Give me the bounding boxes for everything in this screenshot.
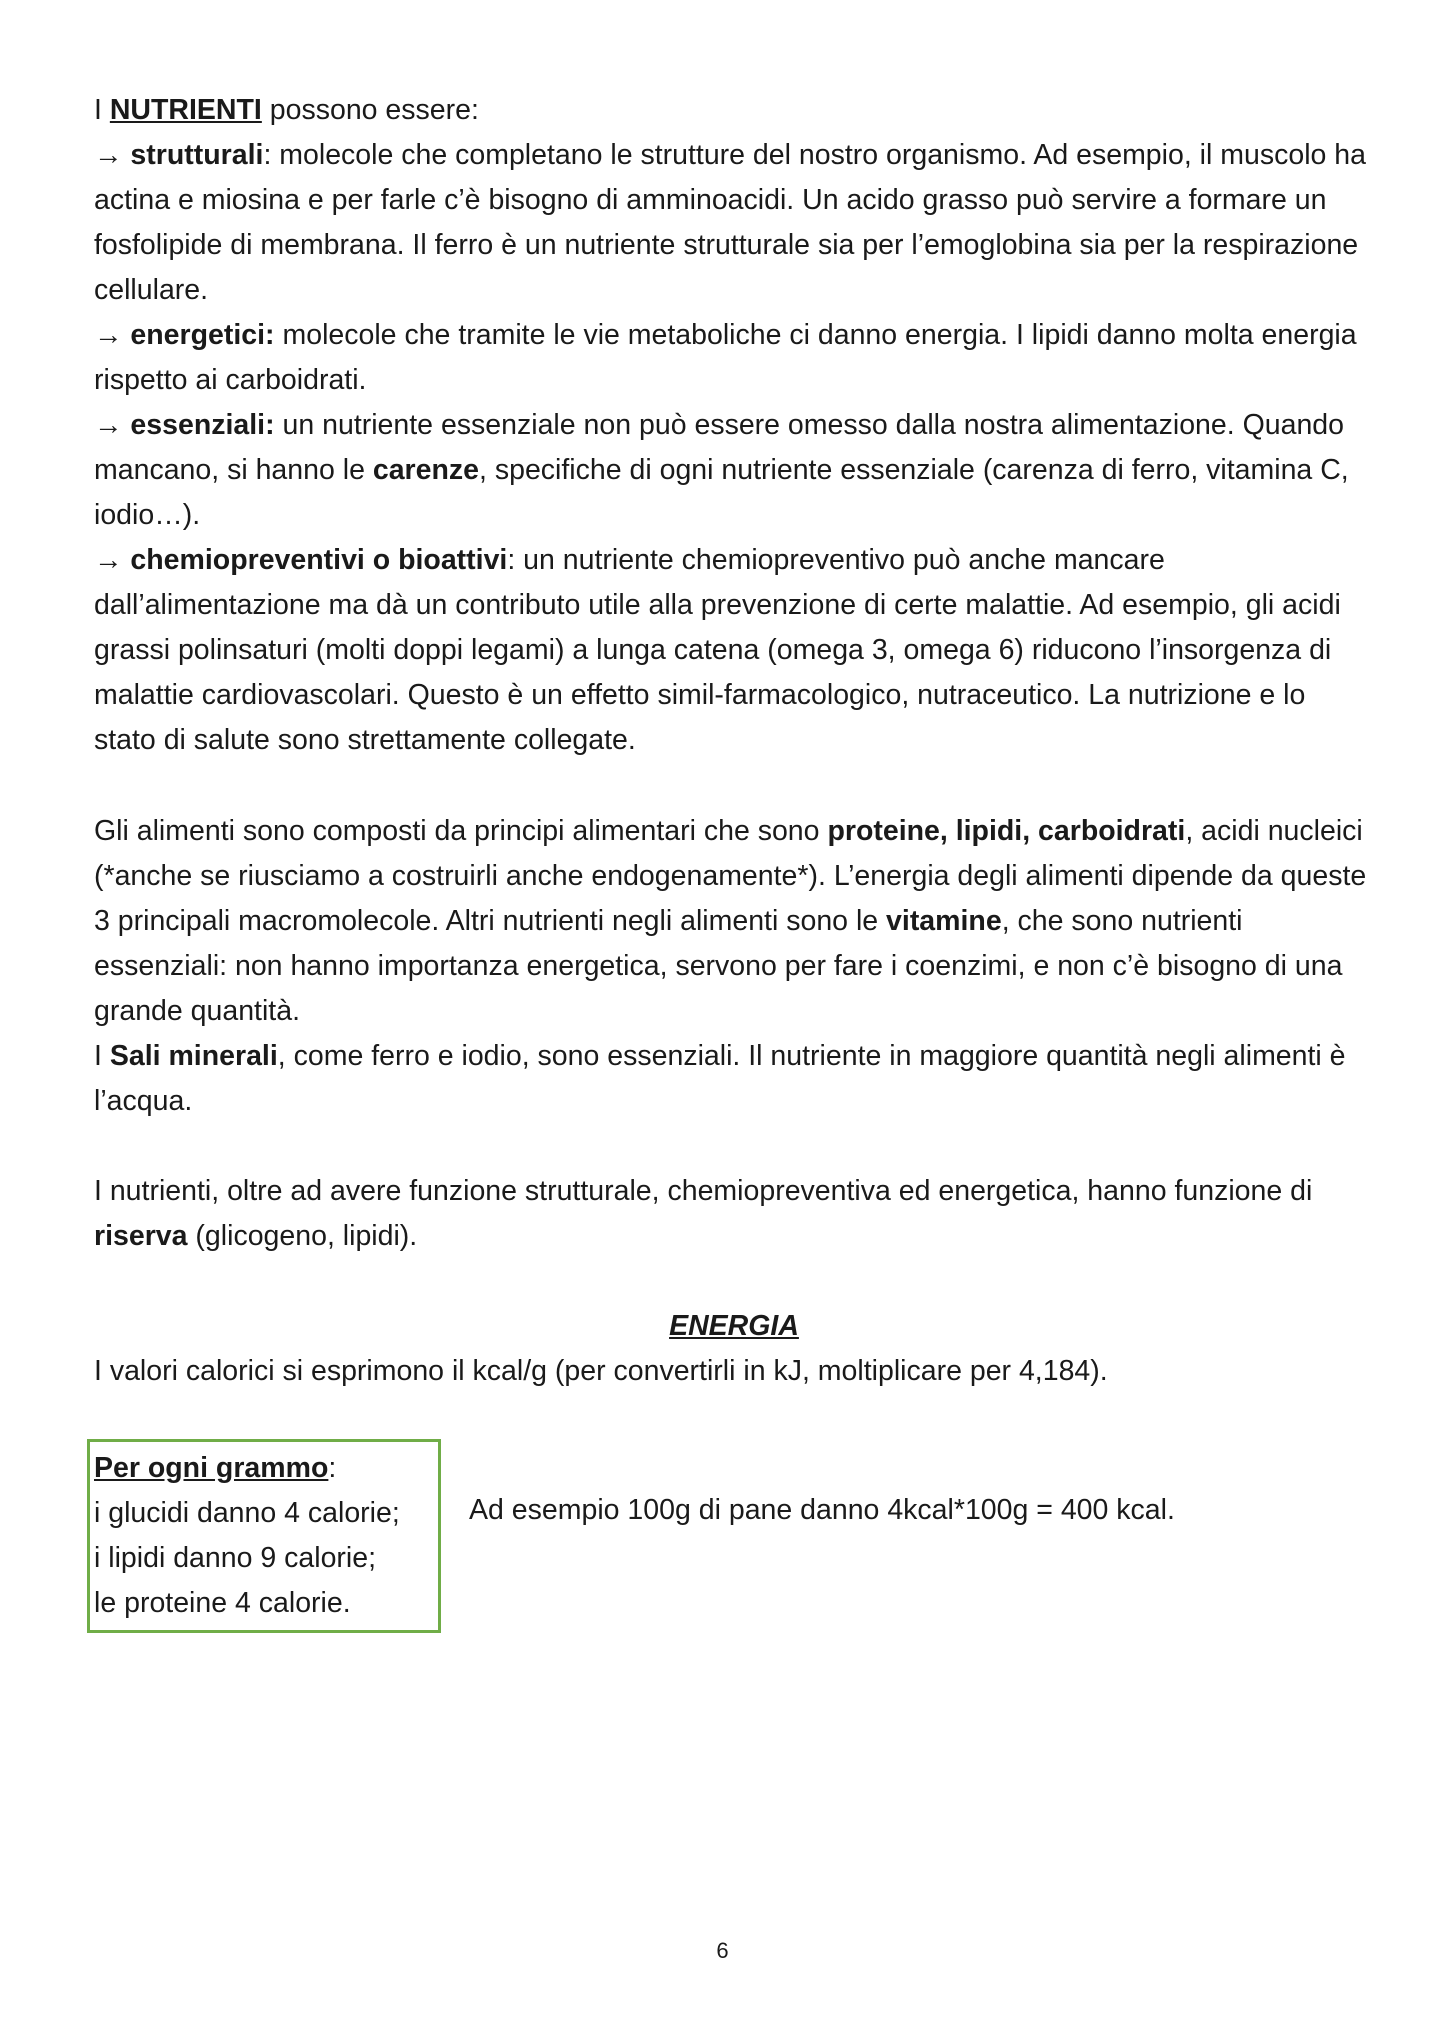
calorie-box-title — [94, 1446, 434, 1491]
nutrienti-item-chemiopreventivi — [94, 538, 1374, 763]
text-essenziali-a: un nutriente essenziale non può essere omesso dalla nostra alimentazione. Quando mancano, si hanno le — [94, 409, 1345, 486]
section-title-energia: ENERGIA — [669, 1310, 799, 1342]
term-carenze: carenze — [372, 454, 480, 486]
nutrienti-item-energetici — [94, 313, 1374, 403]
arrow-right-icon: → — [94, 319, 123, 351]
energia-example: Ad esempio 100g di pane danno 4kcal*100g = 400 kcal. — [469, 1494, 1175, 1526]
spacer — [94, 763, 1374, 808]
sali-text-a: I — [94, 1040, 110, 1072]
nutrienti-item-strutturali — [94, 133, 1374, 313]
term-vitamine: vitamine — [886, 905, 1002, 937]
intro-prefix: I — [94, 94, 110, 126]
alimenti-text-b: , acidi nucleici (*anche se riusciamo a costruirli anche endogenamente*). L’energia degli alimenti dipende da queste 3 principali macromolecole. Altri nutrienti negli alimenti sono le — [94, 815, 1367, 937]
calorie-box-line: i lipidi danno 9 calorie; — [94, 1542, 377, 1574]
calorie-box-line: le proteine 4 calorie. — [94, 1587, 351, 1619]
term-strutturali: strutturali — [130, 139, 264, 171]
term-chemiopreventivi: chemiopreventivi o bioattivi — [130, 544, 508, 576]
sali-text-b: , come ferro e iodio, sono essenziali. Il nutriente in maggiore quantità negli alimenti è l’acqua. — [94, 1040, 1346, 1117]
energia-box-row — [94, 1439, 1374, 1649]
text-chemiopreventivi: : un nutriente chemiopreventivo può anche mancare dall’alimentazione ma dà un contributo utile alla prevenzione di certe malattie. Ad esempio, gli acidi grassi polinsaturi (molti doppi legami) a lunga catena (omega 3, omega 6) riducono l’insorgenza di malattie cardiovascolari. Questo è un effetto simil-farmacologico, nutraceutico. La nutrizione e lo stato di salute sono strettamente collegate. — [94, 544, 1341, 756]
term-macronutrienti: proteine, lipidi, carboidrati — [827, 815, 1186, 847]
riserva-text-a: I nutrienti, oltre ad avere funzione strutturale, chemiopreventiva ed energetica, hanno funzione di — [94, 1175, 1313, 1207]
alimenti-paragraph — [94, 809, 1374, 1034]
calorie-box-line: i glucidi danno 4 calorie; — [94, 1497, 400, 1529]
term-essenziali: essenziali: — [130, 409, 275, 441]
text-essenziali-b: , specifiche di ogni nutriente essenziale (carenza di ferro, vitamina C, iodio…). — [94, 454, 1349, 531]
spacer — [94, 1124, 1374, 1169]
text-strutturali: : molecole che completano le strutture del nostro organismo. Ad esempio, il muscolo ha actina e miosina e per farle c’è bisogno di amminoacidi. Un acido grasso può servire a formare un fosfolipide di membrana. Il ferro è un nutriente strutturale sia per l’emoglobina sia per la respirazione cellulare. — [94, 139, 1367, 306]
alimenti-text-c: , che sono nutrienti essenziali: non hanno importanza energetica, servono per fare i coenzimi, e non c’è bisogno di una grande quantità. — [94, 905, 1343, 1027]
text-energetici: molecole che tramite le vie metaboliche ci danno energia. I lipidi danno molta energia rispetto ai carboidrati. — [94, 319, 1357, 396]
intro-suffix: possono essere: — [261, 94, 479, 126]
riserva-paragraph — [94, 1169, 1374, 1259]
nutrienti-item-essenziali — [94, 403, 1374, 538]
term-sali-minerali: Sali minerali — [109, 1040, 278, 1072]
box-title-text: Per ogni grammo — [94, 1452, 329, 1484]
arrow-right-icon: → — [94, 544, 123, 576]
nutrienti-term: NUTRIENTI — [109, 94, 262, 126]
alimenti-text-a: Gli alimenti sono composti da principi alimentari che sono — [94, 815, 828, 847]
arrow-right-icon: → — [94, 409, 123, 441]
term-riserva: riserva — [94, 1220, 188, 1252]
page-number: 6 — [716, 1938, 729, 1963]
box-title-colon: : — [328, 1452, 337, 1484]
sali-paragraph — [94, 1034, 1374, 1124]
nutrienti-intro — [94, 88, 1374, 133]
spacer — [94, 1259, 1374, 1304]
energia-line: I valori calorici si esprimono il kcal/g (per convertirli in kJ, moltiplicare per 4,184). — [94, 1355, 1108, 1387]
riserva-text-b: (glicogeno, lipidi). — [187, 1220, 418, 1252]
arrow-right-icon: → — [94, 139, 123, 171]
calorie-box — [87, 1439, 441, 1633]
term-energetici: energetici: — [130, 319, 275, 351]
page-content — [94, 88, 1374, 1649]
